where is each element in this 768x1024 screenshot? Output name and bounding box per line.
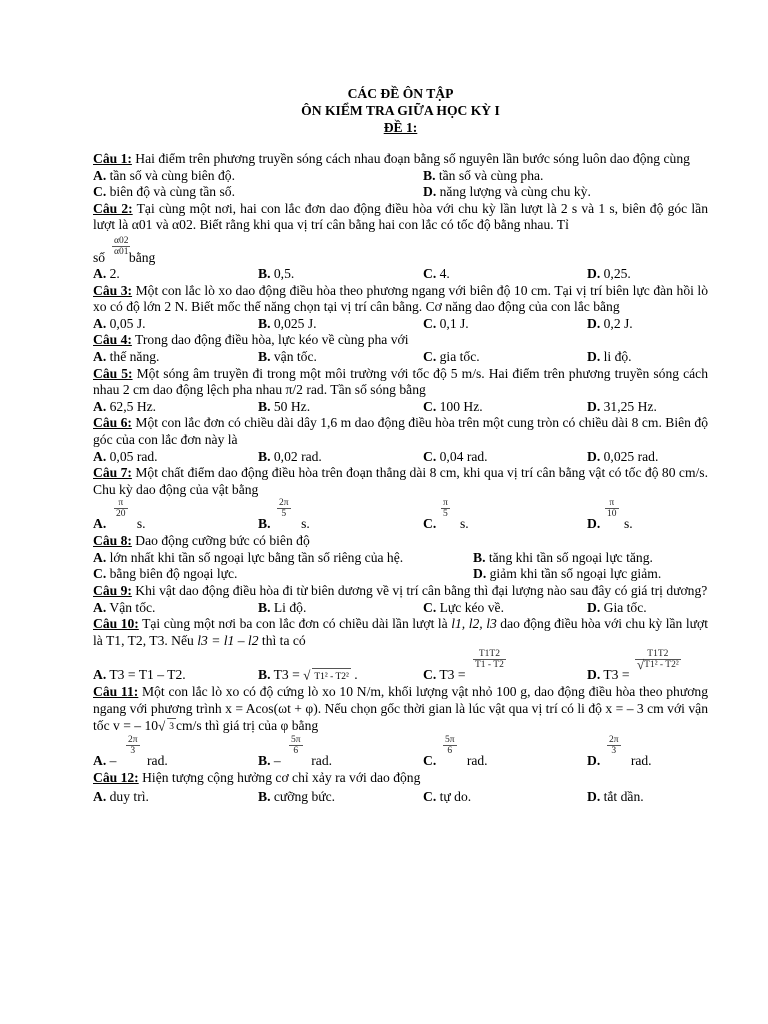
option-a: A. thế năng.: [93, 348, 160, 364]
option-c: C. T3 =: [423, 667, 466, 683]
option-d: D. giảm khi tần số ngoại lực giảm.: [473, 566, 662, 582]
option-a: A. T3 = T1 – T2.: [93, 667, 186, 683]
question-3-options: [93, 316, 708, 333]
question-1-options-row1: [93, 168, 708, 185]
option-d: D. li độ.: [587, 348, 632, 364]
option-b: B. Li độ.: [258, 599, 307, 615]
question-4-options: [93, 349, 708, 366]
option-b: B. s.: [258, 516, 310, 532]
option-c: C. bằng biên độ ngoại lực.: [93, 566, 238, 582]
question-8: Câu 8: Dao động cưỡng bức có biên độ: [93, 533, 310, 549]
fraction-c: $\frac{T1T2}{T1 - T2}$: [475, 649, 504, 671]
fraction-d: $\frac{2\pi}{3}$: [609, 735, 619, 757]
option-a: A. 0,05 J.: [93, 315, 146, 331]
option-b: B. T3 = √ T1² - T2² .: [258, 667, 358, 685]
option-d: D. năng lượng và cùng chu kỳ.: [423, 184, 591, 200]
option-c: C. 0,04 rad.: [423, 448, 488, 464]
option-b: B. 0,5.: [258, 265, 295, 281]
fraction-a: $\frac{\pi}{20}$: [116, 498, 126, 520]
option-b: B. cưỡng bức.: [258, 788, 336, 804]
title-line-2: ÔN KIỂM TRA GIỮA HỌC KỲ I: [301, 103, 500, 118]
option-a: A. duy trì.: [93, 788, 149, 804]
fraction-c: $\frac{5\pi}{6}$: [445, 735, 455, 757]
exam-page: [93, 85, 708, 807]
option-a: A. lớn nhất khi tần số ngoại lực bằng tần số riêng của hệ.: [93, 549, 404, 565]
question-12-options: [93, 787, 708, 807]
fraction-b: $\frac{2\pi}{5}$: [279, 498, 289, 520]
option-c: C. Lực kéo về.: [423, 599, 504, 615]
fraction-d: $\frac{T1T2}{\text{√T1² - T2²}}$: [637, 649, 679, 673]
question-11-options: [93, 735, 708, 770]
option-b: B. 50 Hz.: [258, 398, 311, 414]
option-d: D. 0,25.: [587, 265, 631, 281]
question-6-options: [93, 449, 708, 466]
question-12: Câu 12: Hiện tượng cộng hưởng cơ chỉ xảy ra với dao động: [93, 770, 421, 786]
question-1: Câu 1: Hai điểm trên phương truyền sóng cách nhau đoạn bằng số nguyên lần bước sóng luôn dao động cùng: [93, 151, 690, 166]
option-a: A. – rad.: [93, 753, 168, 769]
option-c: C. biên độ và cùng tần số.: [93, 184, 235, 200]
fraction-a: $\frac{2\pi}{3}$: [128, 735, 138, 757]
option-d: D. rad.: [587, 753, 652, 769]
question-3: Câu 3: Một con lắc lò xo dao động điều hòa theo phương ngang với biên độ 10 cm. Tại vị trí biên lực đàn hồi lò xo có độ lớn 2 N. Biết mốc thế năng chọn tại vị trí cân bằng. Cơ năng dao động của con lắc bằng: [93, 282, 708, 315]
option-d: D. tắt dần.: [587, 788, 644, 804]
option-c: C. rad.: [423, 753, 488, 769]
option-a: A. 0,05 rad.: [93, 448, 158, 464]
ratio-fraction: $\frac{\alpha 02}{\alpha 01}$: [114, 235, 129, 257]
option-b: B. tần số và cùng pha.: [423, 167, 544, 183]
option-d: D. 0,2 J.: [587, 315, 633, 331]
option-a: A. tần số và cùng biên độ.: [93, 167, 235, 183]
fraction-b: $\frac{5\pi}{6}$: [291, 735, 301, 757]
exam-number: ĐỀ 1:: [383, 120, 418, 135]
option-b: B. vận tốc.: [258, 348, 317, 364]
option-b: B. 0,025 J.: [258, 315, 317, 331]
option-d: D. Gia tốc.: [587, 599, 647, 615]
question-4: Câu 4: Trong dao động điều hòa, lực kéo về cùng pha với: [93, 332, 409, 348]
fraction-c: $\frac{\pi}{5}$: [443, 498, 448, 520]
question-1-options-row2: [93, 184, 708, 201]
question-11: Câu 11: Một con lắc lò xo có độ cứng lò xo 10 N/m, khối lượng vật nhỏ 100 g, dao động điều hòa theo phương ngang với phương trình x = Acos(ωt + φ). Nếu chọn gốc thời gian là lúc vật qua vị trí có li độ x = – 3 cm với vận tốc v = – 10√ 3 cm/s thì giá trị của φ bằng: [93, 684, 708, 735]
question-10: Câu 10: Tại cùng một nơi ba con lắc đơn có chiều dài lần lượt là l1, l2, l3 dao động điều hòa với chu kỳ lần lượt là T1, T2, T3. Nếu l3 = l1 – l2 thì ta có: [93, 616, 708, 648]
ratio-line: số bằng $\frac{\alpha 02}{\alpha 01}$: [93, 235, 156, 265]
option-c: C. gia tốc.: [423, 348, 480, 364]
option-a: A. 2.: [93, 265, 120, 281]
option-c: C. 4.: [423, 265, 450, 281]
option-b: B. tăng khi tần số ngoại lực tăng.: [473, 549, 653, 565]
question-2-options: [93, 266, 708, 283]
option-d: D. s.: [587, 516, 633, 532]
question-2: Câu 2: Tại cùng một nơi, hai con lắc đơn dao động điều hòa với chu kỳ lần lượt là 2 s và 1 s, biên độ góc lần lượt là α01 và α02. Biết rằng khi qua vị trí cân bằng hai con lắc có tốc độ bằng nhau. Tỉ: [93, 200, 708, 233]
option-b: B. – rad.: [258, 753, 333, 769]
question-6: Câu 6: Một con lắc đơn có chiều dài dây 1,6 m dao động điều hòa trên một cung tròn có chiều dài 8 cm. Biên độ góc của con lắc đơn này là: [93, 415, 708, 447]
question-8-options-row1: [93, 550, 708, 567]
question-9-options: [93, 600, 708, 617]
option-a: A. s.: [93, 516, 146, 532]
question-label: Câu 1:: [93, 151, 132, 166]
question-9: Câu 9: Khi vật dao động điều hòa đi từ biên dương về vị trí cân bằng thì đại lượng nào sau đây có giá trị dương?: [93, 583, 708, 599]
option-d: D. 0,025 rad.: [587, 448, 659, 464]
option-a: A. 62,5 Hz.: [93, 398, 157, 414]
fraction-d: $\frac{\pi}{10}$: [607, 498, 617, 520]
option-c: C. tự do.: [423, 788, 472, 804]
question-7: Câu 7: Một chất điểm dao động điều hòa trên đoạn thẳng dài 8 cm, khi qua vị trí cân bằng vật có tốc độ 80 cm/s. Chu kỳ dao động của vật bằng: [93, 465, 708, 497]
question-5-options: [93, 399, 708, 416]
option-c: C. 0,1 J.: [423, 315, 469, 331]
title-line-1: CÁC ĐỀ ÔN TẬP: [347, 86, 454, 101]
option-c: C. 100 Hz.: [423, 398, 483, 414]
question-5: Câu 5: Một sóng âm truyền đi trong một môi trường với tốc độ 5 m/s. Hai điểm trên phương truyền sóng cách nhau 2 cm dao động lệch pha nhau π/2 rad. Tần số sóng bằng: [93, 365, 708, 398]
option-d: D. T3 =: [587, 667, 630, 683]
option-b: B. 0,02 rad.: [258, 448, 322, 464]
option-c: C. s.: [423, 516, 469, 532]
question-10-options: [93, 649, 708, 684]
option-d: D. 31,25 Hz.: [587, 398, 657, 414]
document-title: [93, 85, 708, 136]
question-8-options-row2: [93, 566, 708, 583]
option-a: A. Vận tốc.: [93, 599, 156, 615]
question-7-options: [93, 498, 708, 533]
